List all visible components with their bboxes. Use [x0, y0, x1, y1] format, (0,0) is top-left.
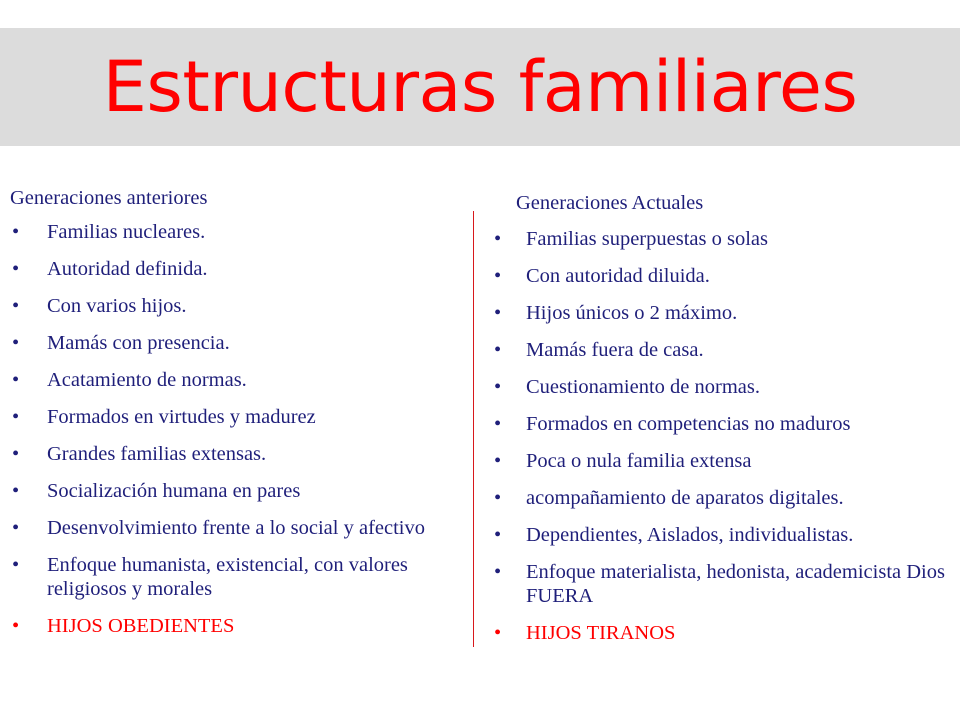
- slide-title: Estructuras familiares: [102, 46, 858, 128]
- bullet-icon: •: [494, 228, 502, 250]
- list-item: [492, 227, 954, 251]
- bullet-icon: •: [12, 221, 20, 243]
- list-item: [492, 338, 954, 362]
- list-item: [492, 486, 954, 510]
- bullet-icon: •: [12, 295, 20, 317]
- list-item: [492, 412, 954, 436]
- list-item-text: Desenvolvimiento frente a lo social y afectivo: [47, 517, 425, 539]
- bullet-icon: •: [12, 615, 20, 637]
- list-item: [10, 405, 460, 429]
- list-item: [10, 553, 460, 601]
- bullet-icon: •: [494, 450, 502, 472]
- bullet-icon: •: [494, 413, 502, 435]
- list-item-text: Poca o nula familia extensa: [526, 450, 752, 472]
- right-column: [492, 191, 954, 658]
- right-column-heading: Generaciones Actuales: [516, 192, 704, 214]
- list-item-highlight: [10, 614, 460, 638]
- list-item-text: Autoridad definida.: [47, 258, 208, 280]
- list-item: [492, 523, 954, 547]
- list-item: [492, 560, 954, 608]
- list-item-text: acompañamiento de aparatos digitales.: [526, 487, 844, 509]
- list-item-text: Familias superpuestas o solas: [526, 228, 768, 250]
- left-column-heading: Generaciones anteriores: [10, 187, 208, 209]
- list-item-text: HIJOS OBEDIENTES: [47, 615, 235, 637]
- list-item: [10, 331, 460, 355]
- bullet-icon: •: [494, 302, 502, 324]
- list-item-text: Mamás con presencia.: [47, 332, 230, 354]
- bullet-icon: •: [494, 622, 502, 644]
- bullet-icon: •: [494, 265, 502, 287]
- list-item: [492, 264, 954, 288]
- bullet-icon: •: [12, 406, 20, 428]
- list-item-text: Con autoridad diluida.: [526, 265, 710, 287]
- list-item-highlight: [492, 621, 954, 645]
- list-item-text: HIJOS TIRANOS: [526, 622, 676, 644]
- list-item: [492, 301, 954, 325]
- list-item-text: Grandes familias extensas.: [47, 443, 267, 465]
- list-item: [10, 220, 460, 244]
- bullet-icon: •: [494, 376, 502, 398]
- list-item: [10, 516, 460, 540]
- list-item: [10, 479, 460, 503]
- bullet-icon: •: [494, 487, 502, 509]
- left-bullet-list: [10, 220, 460, 638]
- list-item: [10, 257, 460, 281]
- title-band: [0, 28, 960, 146]
- list-item-text: Acatamiento de normas.: [47, 369, 247, 391]
- list-item-text: Dependientes, Aislados, individualistas.: [526, 524, 854, 546]
- list-item-text: Enfoque humanista, existencial, con valores religiosos y morales: [47, 554, 408, 600]
- list-item: [492, 375, 954, 399]
- list-item-text: Socialización humana en pares: [47, 480, 301, 502]
- list-item-text: Hijos únicos o 2 máximo.: [526, 302, 738, 324]
- list-item-text: Formados en virtudes y madurez: [47, 406, 316, 428]
- bullet-icon: •: [12, 517, 20, 539]
- bullet-icon: •: [12, 554, 20, 576]
- bullet-icon: •: [494, 524, 502, 546]
- list-item-text: Cuestionamiento de normas.: [526, 376, 760, 398]
- list-item: [10, 442, 460, 466]
- left-column: [10, 186, 460, 651]
- right-bullet-list: [492, 227, 954, 645]
- list-item-text: Con varios hijos.: [47, 295, 187, 317]
- bullet-icon: •: [494, 339, 502, 361]
- column-divider: [473, 211, 474, 647]
- bullet-icon: •: [12, 332, 20, 354]
- list-item-text: Mamás fuera de casa.: [526, 339, 704, 361]
- list-item-text: Familias nucleares.: [47, 221, 206, 243]
- list-item: [492, 449, 954, 473]
- bullet-icon: •: [12, 480, 20, 502]
- list-item-text: Enfoque materialista, hedonista, academicista Dios FUERA: [526, 561, 945, 607]
- bullet-icon: •: [494, 561, 502, 583]
- bullet-icon: •: [12, 443, 20, 465]
- bullet-icon: •: [12, 369, 20, 391]
- list-item: [10, 294, 460, 318]
- bullet-icon: •: [12, 258, 20, 280]
- list-item-text: Formados en competencias no maduros: [526, 413, 851, 435]
- list-item: [10, 368, 460, 392]
